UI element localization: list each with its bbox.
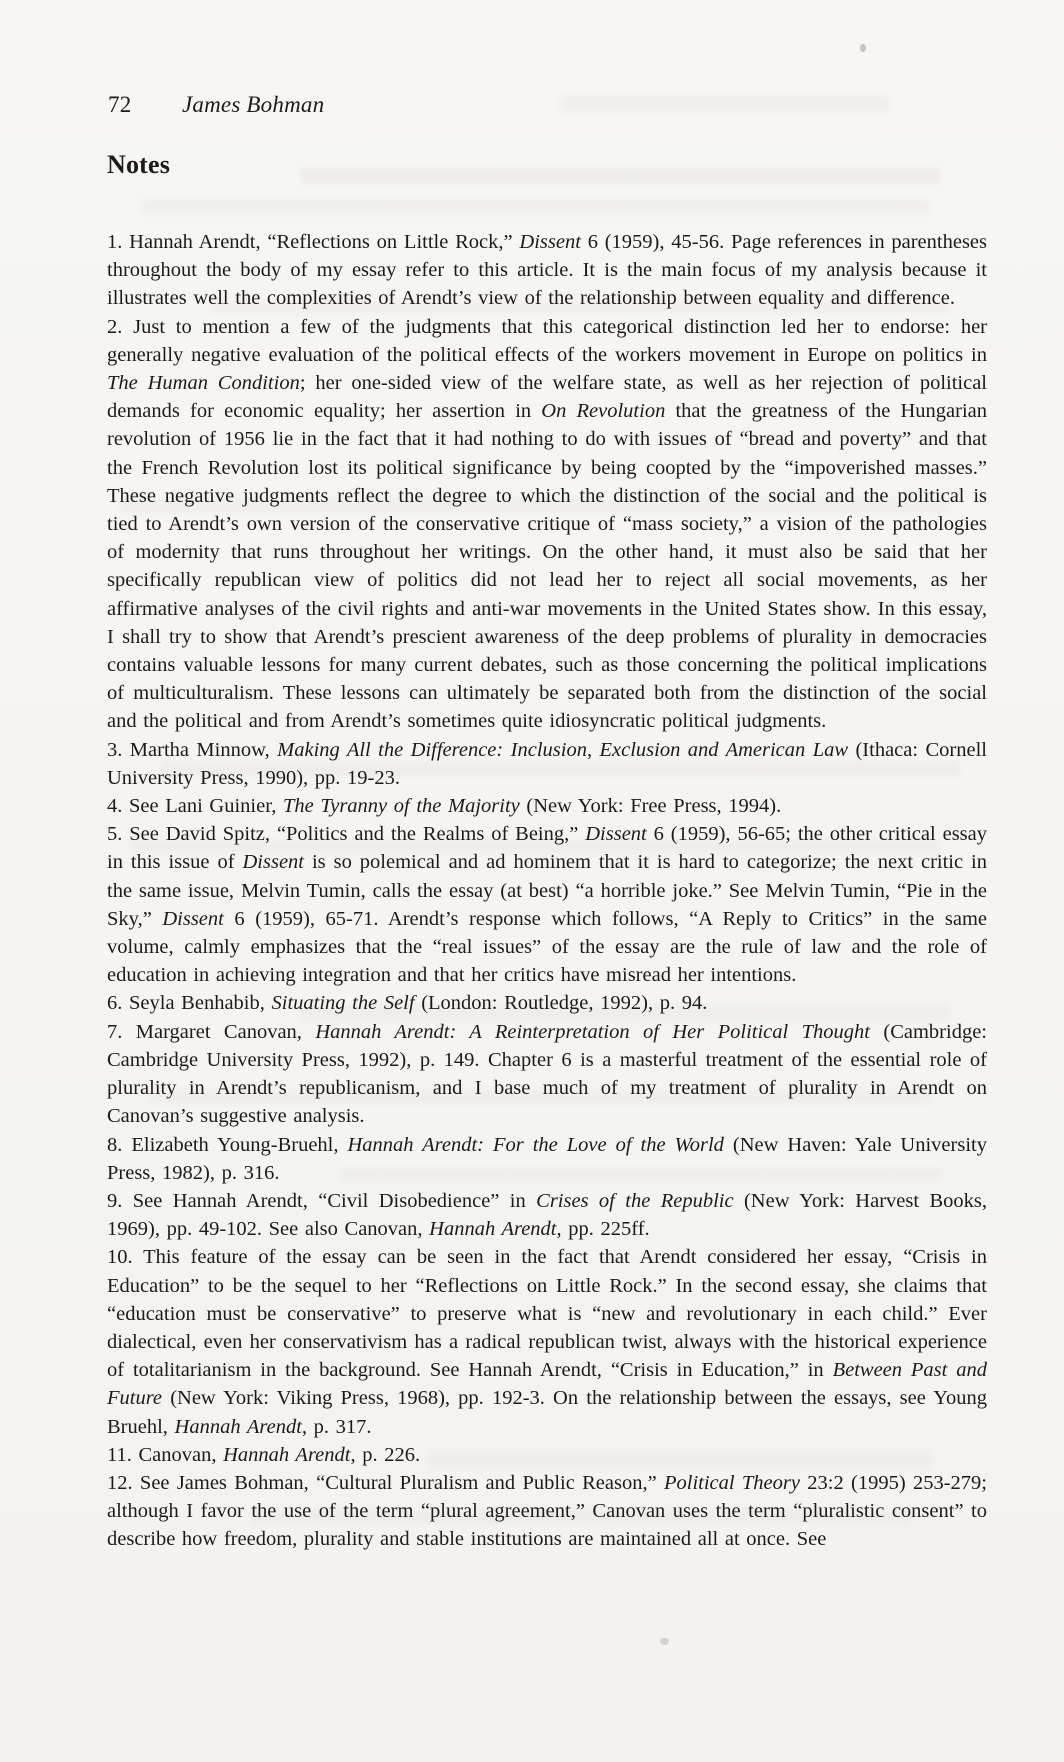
note-text: 4. See Lani Guinier, bbox=[107, 795, 283, 818]
endnote-2 bbox=[107, 313, 987, 736]
note-text: , p. 317. bbox=[301, 1415, 372, 1438]
endnote-10 bbox=[107, 1243, 987, 1440]
endnote-7 bbox=[107, 1018, 987, 1131]
running-header bbox=[108, 92, 324, 118]
bleed-through-artifact bbox=[300, 168, 940, 183]
note-text: (Ithaca: Cornell University Press, 1990), pp. 19-23. bbox=[107, 738, 987, 789]
note-text: 12. See James Bohman, “Cultural Pluralism and Public Reason,” bbox=[107, 1471, 664, 1494]
note-text: 6 (1959), 45-56. Page references in parentheses throughout the body of my essay refer to this article. It is the main focus of my analysis because it illustrates well the complexities of Arendt’s view of the relationship between equality and difference. bbox=[107, 231, 987, 310]
work-title: On Revolution bbox=[541, 400, 666, 423]
work-title: Dissent bbox=[585, 823, 647, 846]
note-text: 8. Elizabeth Young-Bruehl, bbox=[107, 1133, 348, 1156]
scan-speck bbox=[860, 44, 866, 52]
note-text: 2. Just to mention a few of the judgments that this categorical distinction led her to endorse: her generally negative evaluation of the political effects of the workers movement in Europe on politics in bbox=[107, 315, 987, 366]
endnotes-list bbox=[107, 228, 987, 1554]
work-title: Between Past and Future bbox=[107, 1359, 988, 1410]
work-title: Hannah Arendt: For the Love of the World bbox=[347, 1133, 724, 1156]
note-text: 6 (1959), 56-65; the other critical essay in this issue of bbox=[107, 823, 987, 874]
note-text: (London: Routledge, 1992), p. 94. bbox=[414, 992, 708, 1015]
work-title: Dissent bbox=[519, 231, 581, 253]
endnote-6 bbox=[107, 989, 987, 1017]
endnote-8 bbox=[107, 1131, 987, 1187]
work-title: Situating the Self bbox=[271, 992, 415, 1015]
work-title: The Human Condition bbox=[107, 372, 300, 395]
note-text: that the greatness of the Hungarian revolution of 1956 lie in the fact that it had nothing to do with issues of “bread and poverty” and that the French Revolution lost its political significance by being coopted by the “impoverished masses.” These negative judgments reflect the degree to which the distinction of the social and the political is tied to Arendt’s own version of the conservative critique of “mass society,” a vision of the pathologies of modernity that runs throughout her writings. On the other hand, it must also be said that her specifically republican view of politics did not lead her to reject all social movements, as her affirmative analyses of the civil rights and anti-war movements in the United States show. In this essay, I shall try to show that Arendt’s prescient awareness of the deep problems of plurality in democracies contains valuable lessons for many current debates, such as those concerning the political implications of multiculturalism. These lessons can ultimately be separated both from the distinction of the social and the political and from Arendt’s sometimes quite idiosyncratic political judgments. bbox=[107, 400, 987, 733]
note-text: 3. Martha Minnow, bbox=[107, 738, 278, 761]
page-number: 72 bbox=[108, 92, 132, 117]
bleed-through-artifact bbox=[560, 96, 890, 112]
work-title: Hannah Arendt bbox=[174, 1415, 302, 1438]
bleed-through-artifact bbox=[140, 200, 930, 214]
work-title: Hannah Arendt: A Reinterpretation of Her Political Thought bbox=[315, 1020, 870, 1043]
scan-speck bbox=[660, 1638, 669, 1645]
note-text: 9. See Hannah Arendt, “Civil Disobedience” in bbox=[107, 1189, 537, 1212]
note-text: 11. Canovan, bbox=[107, 1443, 224, 1466]
endnote-4 bbox=[107, 792, 987, 820]
note-text: , pp. 225ff. bbox=[556, 1218, 650, 1241]
note-text: 1. Hannah Arendt, “Reflections on Little Rock,” bbox=[107, 231, 520, 253]
endnote-5 bbox=[107, 820, 987, 989]
endnote-1 bbox=[107, 228, 987, 313]
note-text: (Cambridge: Cambridge University Press, 1992), p. 149. Chapter 6 is a masterful treatment of the essential role of plurality in Arendt’s republicanism, and I base much of my treatment of plurality in Arendt on Canovan’s suggestive analysis. bbox=[107, 1020, 987, 1128]
note-text: 6. Seyla Benhabib, bbox=[107, 992, 272, 1015]
note-text: 6 (1959), 65-71. Arendt’s response which follows, “A Reply to Critics” in the same volume, calmly emphasizes that the “real issues” of the essay are the rule of law and the role of education in achieving integration and that her critics have misread her intentions. bbox=[107, 907, 987, 987]
work-title: Dissent bbox=[162, 907, 224, 930]
note-text: , p. 226. bbox=[350, 1443, 421, 1466]
work-title: Making All the Difference: Inclusion, Exclusion and American Law bbox=[277, 738, 849, 761]
note-text: 5. See David Spitz, “Politics and the Realms of Being,” bbox=[107, 823, 586, 846]
endnote-3 bbox=[107, 736, 987, 792]
work-title: Dissent bbox=[242, 851, 304, 874]
work-title: The Tyranny of the Majority bbox=[282, 795, 520, 818]
work-title: Hannah Arendt bbox=[223, 1443, 351, 1466]
endnote-11 bbox=[107, 1441, 987, 1469]
note-text: ; her one-sided view of the welfare state, as well as her rejection of political demands for economic equality; her assertion in bbox=[107, 372, 987, 423]
note-text: is so polemical and ad hominem that it is hard to categorize; the next critic in the same issue, Melvin Tumin, calls the essay (at best) “a horrible joke.” See Melvin Tumin, “Pie in the Sky,” bbox=[107, 851, 987, 930]
note-text: 23:2 (1995) 253-279; although I favor the use of the term “plural agreement,” Canovan uses the term “pluralistic consent” to describe how freedom, plurality and stable institutions are maintained all at once. See bbox=[107, 1471, 987, 1551]
note-text: 7. Margaret Canovan, bbox=[107, 1020, 316, 1043]
endnote-9 bbox=[107, 1187, 987, 1243]
note-text: (New Haven: Yale University Press, 1982), p. 316. bbox=[107, 1133, 987, 1184]
note-text: (New York: Free Press, 1994). bbox=[519, 795, 782, 818]
work-title: Hannah Arendt bbox=[429, 1218, 557, 1241]
section-title: Notes bbox=[107, 150, 171, 179]
note-text: (New York: Viking Press, 1968), pp. 192-3. On the relationship between the essays, see Young Bruehl, bbox=[107, 1387, 987, 1438]
note-text: (New York: Harvest Books, 1969), pp. 49-102. See also Canovan, bbox=[107, 1189, 987, 1241]
work-title: Crises of the Republic bbox=[536, 1189, 734, 1212]
endnote-12 bbox=[107, 1469, 987, 1554]
running-head-author: James Bohman bbox=[182, 92, 325, 117]
work-title: Political Theory bbox=[664, 1471, 800, 1494]
note-text: 10. This feature of the essay can be seen in the fact that Arendt considered her essay, “Crisis in Education” to be the sequel to her “Reflections on Little Rock.” In the second essay, she claims that “education must be conservative” to preserve what is “new and revolutionary in each child.” Ever dialectical, even her conservativism has a radical republican twist, always with the historical experience of totalitarianism in the background. See Hannah Arendt, “Crisis in Education,” in bbox=[107, 1246, 987, 1382]
